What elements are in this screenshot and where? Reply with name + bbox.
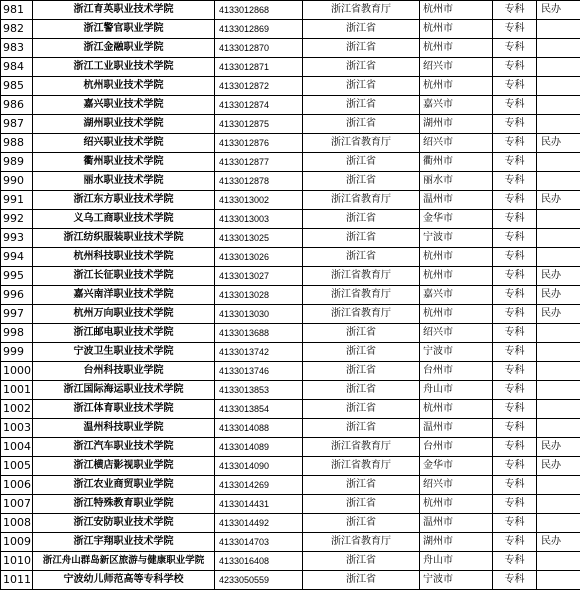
institution-name-cell: 浙江邮电职业技术学院 <box>33 324 215 343</box>
row-number-cell: 981 <box>1 1 33 20</box>
city-cell: 舟山市 <box>420 381 493 400</box>
table-row <box>1 514 580 533</box>
row-number-cell: 982 <box>1 20 33 39</box>
remark-cell <box>537 571 580 590</box>
table-row <box>1 476 580 495</box>
institution-name-cell: 湖州职业技术学院 <box>33 115 215 134</box>
table-row <box>1 552 580 571</box>
remark-cell <box>537 229 580 248</box>
row-number-cell: 1009 <box>1 533 33 552</box>
row-number-cell: 1002 <box>1 400 33 419</box>
row-number-cell: 987 <box>1 115 33 134</box>
institution-name-cell: 丽水职业技术学院 <box>33 172 215 191</box>
row-number-cell: 1003 <box>1 419 33 438</box>
remark-cell <box>537 20 580 39</box>
education-level-cell: 专科 <box>493 457 537 476</box>
education-level-cell: 专科 <box>493 210 537 229</box>
supervising-department-cell: 浙江省 <box>303 552 420 571</box>
row-number-cell: 1011 <box>1 571 33 590</box>
remark-cell <box>537 115 580 134</box>
city-cell: 杭州市 <box>420 39 493 58</box>
education-level-cell: 专科 <box>493 229 537 248</box>
institution-name-cell: 浙江纺织服装职业技术学院 <box>33 229 215 248</box>
city-cell: 温州市 <box>420 191 493 210</box>
education-level-cell: 专科 <box>493 286 537 305</box>
institution-name-cell: 浙江特殊教育职业学院 <box>33 495 215 514</box>
supervising-department-cell: 浙江省 <box>303 400 420 419</box>
supervising-department-cell: 浙江省 <box>303 362 420 381</box>
row-number-cell: 983 <box>1 39 33 58</box>
institution-name-cell: 浙江安防职业技术学院 <box>33 514 215 533</box>
remark-cell: 民办 <box>537 286 580 305</box>
supervising-department-cell: 浙江省 <box>303 39 420 58</box>
supervising-department-cell: 浙江省 <box>303 476 420 495</box>
remark-cell <box>537 39 580 58</box>
institution-name-cell: 宁波幼儿师范高等专科学校 <box>33 571 215 590</box>
row-number-cell: 1010 <box>1 552 33 571</box>
supervising-department-cell: 浙江省 <box>303 210 420 229</box>
institution-name-cell: 杭州职业技术学院 <box>33 77 215 96</box>
supervising-department-cell: 浙江省教育厅 <box>303 533 420 552</box>
table-row <box>1 438 580 457</box>
supervising-department-cell: 浙江省 <box>303 96 420 115</box>
education-level-cell: 专科 <box>493 476 537 495</box>
supervising-department-cell: 浙江省 <box>303 571 420 590</box>
supervising-department-cell: 浙江省 <box>303 324 420 343</box>
supervising-department-cell: 浙江省 <box>303 153 420 172</box>
education-level-cell: 专科 <box>493 381 537 400</box>
remark-cell <box>537 514 580 533</box>
education-level-cell: 专科 <box>493 58 537 77</box>
supervising-department-cell: 浙江省 <box>303 229 420 248</box>
institution-code-cell: 4133014089 <box>215 438 303 457</box>
table-row <box>1 115 580 134</box>
city-cell: 杭州市 <box>420 495 493 514</box>
institution-code-cell: 4133014269 <box>215 476 303 495</box>
supervising-department-cell: 浙江省 <box>303 20 420 39</box>
row-number-cell: 985 <box>1 77 33 96</box>
row-number-cell: 999 <box>1 343 33 362</box>
institution-code-cell: 4133013026 <box>215 248 303 267</box>
remark-cell: 民办 <box>537 191 580 210</box>
table-row <box>1 210 580 229</box>
institution-name-cell: 杭州万向职业技术学院 <box>33 305 215 324</box>
table-row <box>1 153 580 172</box>
supervising-department-cell: 浙江省 <box>303 419 420 438</box>
remark-cell <box>537 153 580 172</box>
supervising-department-cell: 浙江省 <box>303 343 420 362</box>
education-level-cell: 专科 <box>493 495 537 514</box>
city-cell: 宁波市 <box>420 571 493 590</box>
education-level-cell: 专科 <box>493 96 537 115</box>
row-number-cell: 997 <box>1 305 33 324</box>
institution-code-cell: 4133013002 <box>215 191 303 210</box>
institution-name-cell: 浙江农业商贸职业学院 <box>33 476 215 495</box>
institution-code-cell: 4133014431 <box>215 495 303 514</box>
supervising-department-cell: 浙江省教育厅 <box>303 438 420 457</box>
institution-code-cell: 4133012871 <box>215 58 303 77</box>
city-cell: 杭州市 <box>420 267 493 286</box>
table-row <box>1 305 580 324</box>
institution-code-cell: 4133013030 <box>215 305 303 324</box>
city-cell: 杭州市 <box>420 77 493 96</box>
remark-cell <box>537 248 580 267</box>
remark-cell <box>537 476 580 495</box>
row-number-cell: 984 <box>1 58 33 77</box>
row-number-cell: 989 <box>1 153 33 172</box>
supervising-department-cell: 浙江省 <box>303 514 420 533</box>
institution-code-cell: 4133012876 <box>215 134 303 153</box>
city-cell: 杭州市 <box>420 400 493 419</box>
education-level-cell: 专科 <box>493 571 537 590</box>
table-row <box>1 267 580 286</box>
city-cell: 嘉兴市 <box>420 286 493 305</box>
supervising-department-cell: 浙江省 <box>303 381 420 400</box>
education-level-cell: 专科 <box>493 248 537 267</box>
row-number-cell: 1000 <box>1 362 33 381</box>
row-number-cell: 1005 <box>1 457 33 476</box>
institution-name-cell: 浙江国际海运职业技术学院 <box>33 381 215 400</box>
city-cell: 杭州市 <box>420 248 493 267</box>
row-number-cell: 996 <box>1 286 33 305</box>
institution-code-cell: 4233050559 <box>215 571 303 590</box>
institution-name-cell: 嘉兴职业技术学院 <box>33 96 215 115</box>
supervising-department-cell: 浙江省 <box>303 58 420 77</box>
remark-cell <box>537 419 580 438</box>
education-level-cell: 专科 <box>493 39 537 58</box>
table-row <box>1 39 580 58</box>
remark-cell: 民办 <box>537 267 580 286</box>
education-level-cell: 专科 <box>493 362 537 381</box>
table-body <box>1 1 580 590</box>
institution-code-cell: 4133013025 <box>215 229 303 248</box>
row-number-cell: 994 <box>1 248 33 267</box>
table-row <box>1 172 580 191</box>
supervising-department-cell: 浙江省 <box>303 248 420 267</box>
institution-code-cell: 4133013746 <box>215 362 303 381</box>
institution-name-cell: 浙江东方职业技术学院 <box>33 191 215 210</box>
row-number-cell: 998 <box>1 324 33 343</box>
institution-code-cell: 4133014090 <box>215 457 303 476</box>
city-cell: 温州市 <box>420 419 493 438</box>
remark-cell <box>537 362 580 381</box>
table-row <box>1 134 580 153</box>
institution-name-cell: 温州科技职业学院 <box>33 419 215 438</box>
institution-name-cell: 浙江工业职业技术学院 <box>33 58 215 77</box>
remark-cell <box>537 400 580 419</box>
city-cell: 舟山市 <box>420 552 493 571</box>
city-cell: 嘉兴市 <box>420 96 493 115</box>
institution-code-cell: 4133012868 <box>215 1 303 20</box>
table-row <box>1 191 580 210</box>
table-row <box>1 96 580 115</box>
education-level-cell: 专科 <box>493 533 537 552</box>
table-row <box>1 457 580 476</box>
city-cell: 绍兴市 <box>420 58 493 77</box>
table-row <box>1 77 580 96</box>
remark-cell <box>537 381 580 400</box>
row-number-cell: 995 <box>1 267 33 286</box>
table-row <box>1 343 580 362</box>
institution-code-cell: 4133012869 <box>215 20 303 39</box>
table-row <box>1 20 580 39</box>
education-level-cell: 专科 <box>493 1 537 20</box>
institution-code-cell: 4133013003 <box>215 210 303 229</box>
remark-cell <box>537 324 580 343</box>
education-level-cell: 专科 <box>493 115 537 134</box>
supervising-department-cell: 浙江省 <box>303 77 420 96</box>
city-cell: 丽水市 <box>420 172 493 191</box>
table-row <box>1 1 580 20</box>
table-row <box>1 229 580 248</box>
institution-name-cell: 宁波卫生职业技术学院 <box>33 343 215 362</box>
supervising-department-cell: 浙江省教育厅 <box>303 286 420 305</box>
education-level-cell: 专科 <box>493 324 537 343</box>
remark-cell <box>537 343 580 362</box>
city-cell: 台州市 <box>420 438 493 457</box>
institution-code-cell: 4133013027 <box>215 267 303 286</box>
education-level-cell: 专科 <box>493 134 537 153</box>
supervising-department-cell: 浙江省教育厅 <box>303 191 420 210</box>
institution-code-cell: 4133012877 <box>215 153 303 172</box>
city-cell: 温州市 <box>420 514 493 533</box>
education-level-cell: 专科 <box>493 172 537 191</box>
row-number-cell: 990 <box>1 172 33 191</box>
table-row <box>1 362 580 381</box>
supervising-department-cell: 浙江省 <box>303 172 420 191</box>
row-number-cell: 1006 <box>1 476 33 495</box>
institution-code-cell: 4133013742 <box>215 343 303 362</box>
institution-code-cell: 4133012875 <box>215 115 303 134</box>
institution-name-cell: 嘉兴南洋职业技术学院 <box>33 286 215 305</box>
remark-cell: 民办 <box>537 438 580 457</box>
supervising-department-cell: 浙江省教育厅 <box>303 267 420 286</box>
city-cell: 杭州市 <box>420 1 493 20</box>
city-cell: 绍兴市 <box>420 134 493 153</box>
supervising-department-cell: 浙江省 <box>303 115 420 134</box>
table-row <box>1 400 580 419</box>
remark-cell: 民办 <box>537 533 580 552</box>
institution-code-cell: 4133013854 <box>215 400 303 419</box>
row-number-cell: 1007 <box>1 495 33 514</box>
education-level-cell: 专科 <box>493 267 537 286</box>
row-number-cell: 1001 <box>1 381 33 400</box>
institution-name-cell: 浙江横店影视职业学院 <box>33 457 215 476</box>
institution-name-cell: 衢州职业技术学院 <box>33 153 215 172</box>
institution-code-cell: 4133012870 <box>215 39 303 58</box>
remark-cell <box>537 58 580 77</box>
institution-name-cell: 浙江长征职业技术学院 <box>33 267 215 286</box>
row-number-cell: 1008 <box>1 514 33 533</box>
row-number-cell: 992 <box>1 210 33 229</box>
education-level-cell: 专科 <box>493 419 537 438</box>
institution-code-cell: 4133012872 <box>215 77 303 96</box>
table-row <box>1 58 580 77</box>
institution-name-cell: 杭州科技职业技术学院 <box>33 248 215 267</box>
education-level-cell: 专科 <box>493 514 537 533</box>
institution-name-cell: 台州科技职业学院 <box>33 362 215 381</box>
education-level-cell: 专科 <box>493 552 537 571</box>
city-cell: 湖州市 <box>420 115 493 134</box>
remark-cell <box>537 495 580 514</box>
city-cell: 金华市 <box>420 210 493 229</box>
institution-code-cell: 4133014088 <box>215 419 303 438</box>
institution-code-cell: 4133012878 <box>215 172 303 191</box>
institution-name-cell: 浙江警官职业学院 <box>33 20 215 39</box>
institution-name-cell: 浙江体育职业技术学院 <box>33 400 215 419</box>
institution-name-cell: 浙江汽车职业技术学院 <box>33 438 215 457</box>
institution-code-cell: 4133013853 <box>215 381 303 400</box>
institution-name-cell: 浙江舟山群岛新区旅游与健康职业学院 <box>33 552 215 571</box>
city-cell: 杭州市 <box>420 305 493 324</box>
table-row <box>1 419 580 438</box>
education-level-cell: 专科 <box>493 305 537 324</box>
city-cell: 衢州市 <box>420 153 493 172</box>
row-number-cell: 993 <box>1 229 33 248</box>
institution-code-cell: 4133016408 <box>215 552 303 571</box>
remark-cell <box>537 552 580 571</box>
city-cell: 湖州市 <box>420 533 493 552</box>
education-level-cell: 专科 <box>493 153 537 172</box>
city-cell: 宁波市 <box>420 343 493 362</box>
supervising-department-cell: 浙江省教育厅 <box>303 305 420 324</box>
table-row <box>1 324 580 343</box>
institution-code-cell: 4133013028 <box>215 286 303 305</box>
city-cell: 绍兴市 <box>420 324 493 343</box>
table-row <box>1 571 580 590</box>
row-number-cell: 988 <box>1 134 33 153</box>
education-level-cell: 专科 <box>493 400 537 419</box>
remark-cell: 民办 <box>537 1 580 20</box>
institution-name-cell: 浙江金融职业学院 <box>33 39 215 58</box>
institution-name-cell: 绍兴职业技术学院 <box>33 134 215 153</box>
education-level-cell: 专科 <box>493 191 537 210</box>
education-level-cell: 专科 <box>493 20 537 39</box>
row-number-cell: 991 <box>1 191 33 210</box>
education-level-cell: 专科 <box>493 343 537 362</box>
institution-name-cell: 义乌工商职业技术学院 <box>33 210 215 229</box>
remark-cell <box>537 77 580 96</box>
remark-cell: 民办 <box>537 457 580 476</box>
row-number-cell: 986 <box>1 96 33 115</box>
supervising-department-cell: 浙江省教育厅 <box>303 134 420 153</box>
table-row <box>1 533 580 552</box>
remark-cell <box>537 96 580 115</box>
city-cell: 台州市 <box>420 362 493 381</box>
table-row <box>1 495 580 514</box>
institution-code-cell: 4133014492 <box>215 514 303 533</box>
education-level-cell: 专科 <box>493 77 537 96</box>
supervising-department-cell: 浙江省教育厅 <box>303 457 420 476</box>
city-cell: 杭州市 <box>420 20 493 39</box>
table-row <box>1 286 580 305</box>
institution-name-cell: 浙江育英职业技术学院 <box>33 1 215 20</box>
supervising-department-cell: 浙江省教育厅 <box>303 1 420 20</box>
education-level-cell: 专科 <box>493 438 537 457</box>
city-cell: 宁波市 <box>420 229 493 248</box>
table-row <box>1 381 580 400</box>
institution-code-cell: 4133012874 <box>215 96 303 115</box>
table-row <box>1 248 580 267</box>
institution-code-cell: 4133013688 <box>215 324 303 343</box>
row-number-cell: 1004 <box>1 438 33 457</box>
supervising-department-cell: 浙江省 <box>303 495 420 514</box>
remark-cell <box>537 172 580 191</box>
city-cell: 金华市 <box>420 457 493 476</box>
institution-name-cell: 浙江宇翔职业技术学院 <box>33 533 215 552</box>
remark-cell: 民办 <box>537 305 580 324</box>
remark-cell <box>537 210 580 229</box>
institution-code-cell: 4133014703 <box>215 533 303 552</box>
remark-cell: 民办 <box>537 134 580 153</box>
city-cell: 绍兴市 <box>420 476 493 495</box>
